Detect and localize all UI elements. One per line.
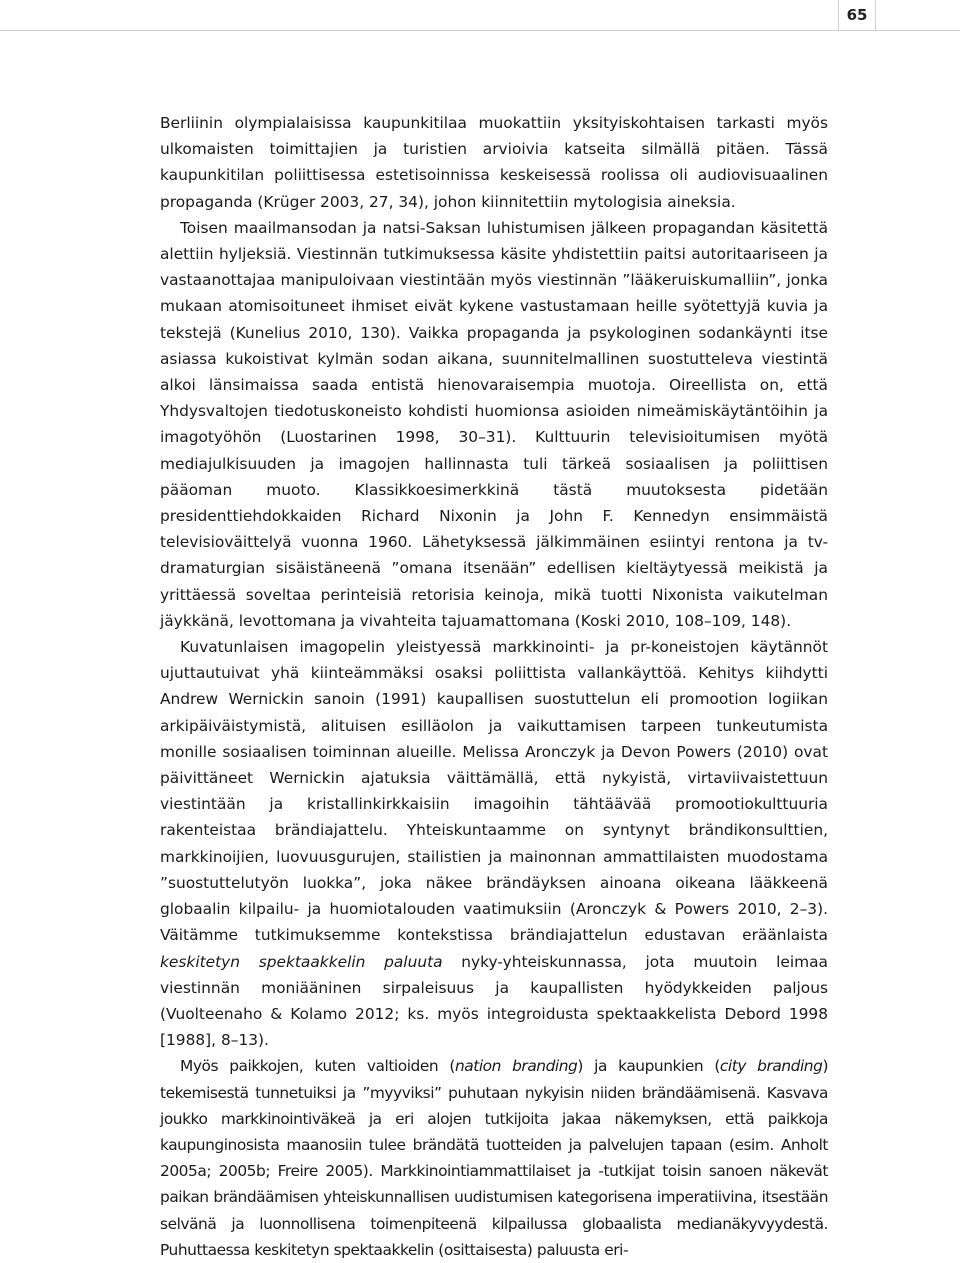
paragraph-text: Myös paikkojen, kuten valtioiden ( <box>180 1057 455 1076</box>
page-number-tab <box>838 0 876 30</box>
page-number: 65 <box>846 6 868 24</box>
body-text <box>160 110 828 1263</box>
paragraph-text: ) ja kaupunkien ( <box>577 1057 720 1076</box>
paragraph-text: Toisen maailmansodan ja natsi-Saksan luhistumisen jälkeen propagandan käsitettä alettiin hyljeksiä. Viestinnän tutkimuksessa käsite yhdistettiin paitsi autoritaariseen ja vastaanottajaa manipuloivaan viestintään myös viestinnän ”lääkeruiskumalliin”, jonka mukaan atomisoituneet ihmiset eivät kykene vastustamaan heille syötettyjä kuvia ja tekstejä (Kunelius 2010, 130). Vaikka propaganda ja psykologinen sodankäynti itse asiassa kukoistivat kylmän sodan aikana, suunnitelmallinen suostutteleva viestintä alkoi länsimaissa saada entistä hienovaraisempia muotoja. Oireellista on, että Yhdysvaltojen tiedotuskoneisto kohdisti huomionsa asioiden nimeämiskäytäntöihin ja imagotyöhön (Luostarinen 1998, 30–31). Kulttuurin televisioitumisen myötä mediajulkisuuden ja imagojen hallinnasta tuli tärkeä sosiaalisen ja poliittisen pääoman muoto. Klassikkoesimerkkinä tästä muutoksesta pidetään presidenttiehdokkaiden Richard Nixonin ja John F. Kennedyn ensimmäistä televisioväittelyä vuonna 1960. Lähetyksessä jälkimmäinen esiintyi rentona ja tv-dramaturgian sisäistäneenä ”omana itsenään” edellisen kieltäytyessä meikistä ja yrittäessä soveltaa perinteisiä retorisia keinoja, mikä tuotti Nixonista vaikutelman jäykkänä, levottomana ja vivahteita tajuamattomana (Koski 2010, 108–109, 148). <box>160 218 828 630</box>
paragraph-olympics <box>160 110 828 215</box>
paragraph-text: ) tekemisestä tunnetuiksi ja ”myyviksi” puhutaan nykyisin niiden brändäämisenä. Kasvava joukko markkinointiväkeä ja eri alojen tutkijoita jakaa näkemyksen, että paikkoja kaupunginosista maanosiin tulee brändätä tuotteiden ja palvelujen tapaan (esim. Anholt 2005a; 2005b; Freire 2005). Markkinointiammattilaiset ja -tutkijat toisin sanoen näkevät paikan brändäämisen yhteiskunnallisen uudistumisen kategorisena imperatiivina, itsestään selvänä ja luonnollisena toimenpiteenä kilpailussa globaalista medianäkyvyydestä. Puhuttaessa keskitetyn spektaakkelin (osittaisesta) paluusta eri- <box>160 1057 828 1259</box>
paragraph-text: Kuvatunlaisen imagopelin yleistyessä markkinointi- ja pr-koneistojen käytännöt ujuttautuivat yhä kiinteämmäksi osaksi poliittista vallankäyttöä. Kehitys kiihdytti Andrew Wernickin sanoin (1991) kaupallisen suostuttelun eli promootion logiikan arkipäiväistymistä, alituisen esilläolon ja vaikuttamisen tarpeen tunkeutumista monille sosiaalisen toiminnan alueille. Melissa Aronczyk ja Devon Powers (2010) ovat päivittäneet Wernickin ajatuksia väittämällä, että nykyistä, virtaviivaistettuun viestintään ja kristallinkirkkaisiin imagoihin tähtäävää promootiokulttuuria rakenteistaa brändiajattelu. Yhteiskuntaamme on syntynyt brändikonsulttien, markkinoijien, luovuusgurujen, stailistien ja mainonnan ammattilaisten muodostama ”suostuttelutyön luokka”, joka näkee brändäyksen ainoana oikeana lääkkeenä globaalin kilpailu- ja huomiotalouden vaatimuksiin (Aronczyk & Powers 2010, 2–3). Väitämme tutkimuksemme kontekstissa brändiajattelun edustavan eräänlaista <box>160 638 828 945</box>
italic-term: keskitetyn spektaakkelin paluuta <box>160 952 443 971</box>
paragraph-imagopeli <box>160 634 828 1053</box>
italic-term: city branding <box>719 1057 823 1076</box>
paragraph-text: nyky-yhteiskunnassa, jota muutoin leimaa viestinnän moniääninen sirpaleisuus ja kaupallisten hyödykkeiden paljous (Vuolteenaho & Kolamo 2012; ks. myös integroidusta spektaakkelista Debord 1998 [1988], 8–13). <box>160 952 828 1050</box>
header-rule <box>0 30 960 31</box>
page-header <box>0 0 960 32</box>
paragraph-text: Berliinin olympialaisissa kaupunkitilaa muokattiin yksityiskohtaisen tarkasti myös ulkomaisten toimittajien ja turistien arvioivia katseita silmällä pitäen. Tässä kaupunkitilan poliittisessa estetisoinnissa keskeisessä roolissa oli audiovisuaalinen propaganda (Krüger 2003, 27, 34), johon kiinnitettiin mytologisia aineksia. <box>160 114 828 211</box>
italic-term: nation branding <box>454 1057 578 1076</box>
paragraph-place-branding <box>160 1053 828 1263</box>
paragraph-propaganda-history <box>160 215 828 634</box>
